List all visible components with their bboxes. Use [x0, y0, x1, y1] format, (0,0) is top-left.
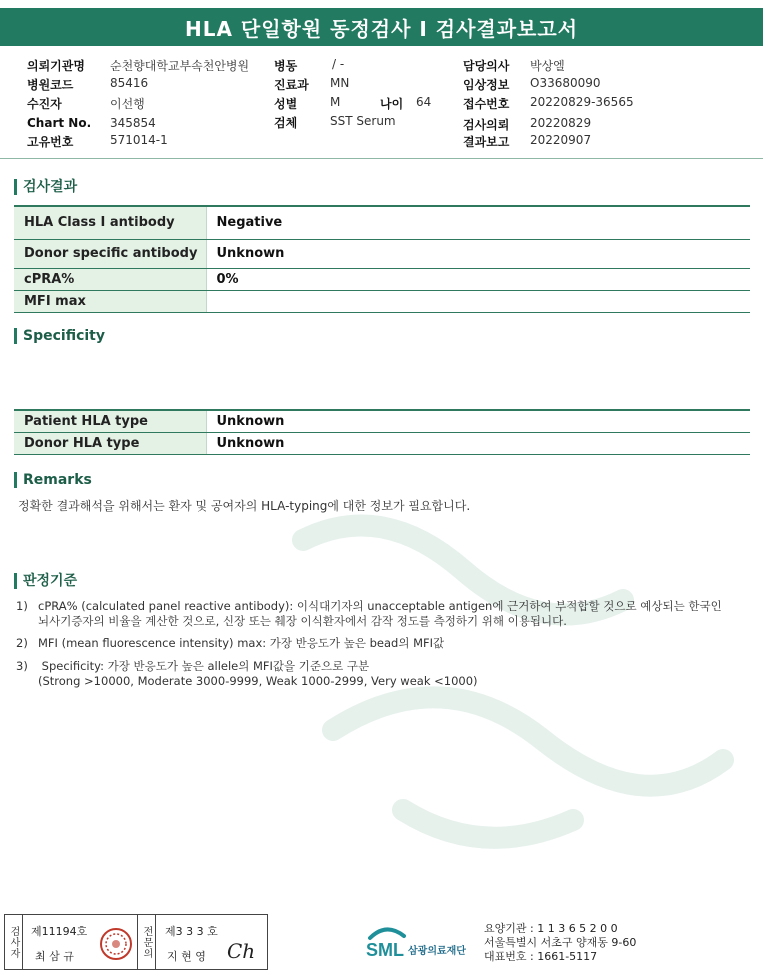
table-row [14, 410, 750, 432]
info-value: 85416 [110, 76, 149, 90]
info-value: MN [330, 76, 350, 90]
info-value: 20220829-36565 [530, 95, 634, 109]
hla-value: Unknown [206, 410, 750, 432]
criteria-text: (Strong >10000, Moderate 3000-9999, Weak 1000-2999, Very weak <1000) [38, 674, 478, 688]
results-table [14, 205, 750, 313]
info-value: 64 [416, 95, 432, 109]
doctor-label: 전문의 [138, 915, 156, 969]
section-results-title: 검사결과 [14, 179, 77, 195]
criteria-number: 2) [16, 636, 28, 650]
info-value: M [330, 95, 341, 109]
info-label: 병동 [274, 59, 298, 73]
report-footer [0, 912, 763, 972]
section-remarks-title: Remarks [14, 472, 92, 488]
info-value: O33680090 [530, 76, 601, 90]
table-row [14, 290, 750, 312]
table-row [14, 239, 750, 268]
watermark-logo-icon [243, 480, 763, 900]
logo-text: SML [366, 940, 404, 960]
org-line: 서울특별시 서초구 양재동 9-60 [484, 936, 637, 949]
info-value: 이선행 [110, 97, 145, 111]
logo-subtext: 삼광의료재단 [408, 946, 466, 957]
org-line: 요양기관 : 1 1 3 6 5 2 0 0 [484, 922, 618, 935]
info-label: 병원코드 [27, 78, 74, 92]
criteria-text: 뇌사기증자의 비율을 계산한 것으로, 신장 또는 췌장 이식환자에서 감작 정도를 측정하기 위해 이용됩니다. [38, 614, 567, 628]
info-label: Chart No. [27, 116, 92, 130]
hla-key: Donor HLA type [14, 432, 206, 454]
info-label: 임상정보 [463, 78, 510, 92]
info-value: 20220907 [530, 133, 592, 147]
info-label: 나이 [380, 97, 404, 111]
info-value: 571014-1 [110, 133, 168, 147]
table-row [14, 432, 750, 454]
section-specificity-title: Specificity [14, 328, 105, 344]
criteria-text: cPRA% (calculated panel reactive antibody): 이식대기자의 unacceptable antigen에 근거하여 부적합할 것으로 예상되는 한국인 [38, 599, 722, 613]
info-label: 담당의사 [463, 59, 510, 73]
criteria-text: MFI (mean fluorescence intensity) max: 가장 반응도가 높은 bead의 MFI값 [38, 636, 445, 650]
table-row [14, 206, 750, 239]
criteria-item [16, 659, 478, 689]
tester-name: 최 삼 규 [35, 950, 74, 963]
result-value: Unknown [206, 239, 750, 268]
result-key: cPRA% [14, 268, 206, 290]
criteria-item [16, 599, 722, 629]
info-value: / - [332, 57, 345, 71]
info-value: 20220829 [530, 116, 592, 130]
result-key: MFI max [14, 290, 206, 312]
sml-logo-icon [366, 920, 476, 962]
info-value: 345854 [110, 116, 156, 130]
criteria-text: Specificity: 가장 반응도가 높은 allele의 MFI값을 기준으로 구분 [38, 659, 370, 673]
info-label: 진료과 [274, 78, 309, 92]
report-title: HLA 단일항원 동정검사 I 검사결과보고서 [0, 8, 763, 46]
hla-type-table [14, 409, 750, 455]
seal-stamp-icon [99, 927, 133, 961]
signature: Ch [227, 939, 256, 963]
info-label: 고유번호 [27, 135, 74, 149]
doctor-license: 제3 3 3 호 [165, 925, 218, 938]
info-value: 순천향대학교부속천안병원 [110, 59, 250, 73]
info-label: 수진자 [27, 97, 62, 111]
info-label: 검체 [274, 116, 298, 130]
organization-info [484, 922, 636, 964]
patient-info [0, 55, 763, 155]
info-label: 성별 [274, 97, 298, 111]
hla-value: Unknown [206, 432, 750, 454]
info-divider [0, 158, 763, 159]
info-label: 접수번호 [463, 97, 510, 111]
doctor-name: 지 현 영 [167, 950, 206, 963]
section-criteria-title: 판정기준 [14, 573, 77, 589]
criteria-number: 3) [16, 659, 28, 673]
result-value [206, 290, 750, 312]
table-row [14, 268, 750, 290]
info-value: 박상엘 [530, 59, 565, 73]
hla-key: Patient HLA type [14, 410, 206, 432]
info-label: 검사의뢰 [463, 118, 510, 132]
signature-box [4, 914, 268, 970]
org-line: 대표번호 : 1661-5117 [484, 950, 598, 963]
info-label: 의뢰기관명 [27, 59, 85, 73]
result-value: 0% [206, 268, 750, 290]
criteria-item [16, 636, 444, 651]
result-key: HLA Class I antibody [14, 206, 206, 239]
remark-text: 정확한 결과해석을 위해서는 환자 및 공여자의 HLA-typing에 대한 정보가 필요합니다. [18, 499, 471, 513]
result-key: Donor specific antibody [14, 239, 206, 268]
tester-license: 제11194호 [31, 925, 88, 938]
tester-label: 검사자 [5, 915, 23, 969]
info-value: SST Serum [330, 114, 396, 128]
result-value: Negative [206, 206, 750, 239]
info-label: 결과보고 [463, 135, 510, 149]
criteria-number: 1) [16, 599, 28, 613]
